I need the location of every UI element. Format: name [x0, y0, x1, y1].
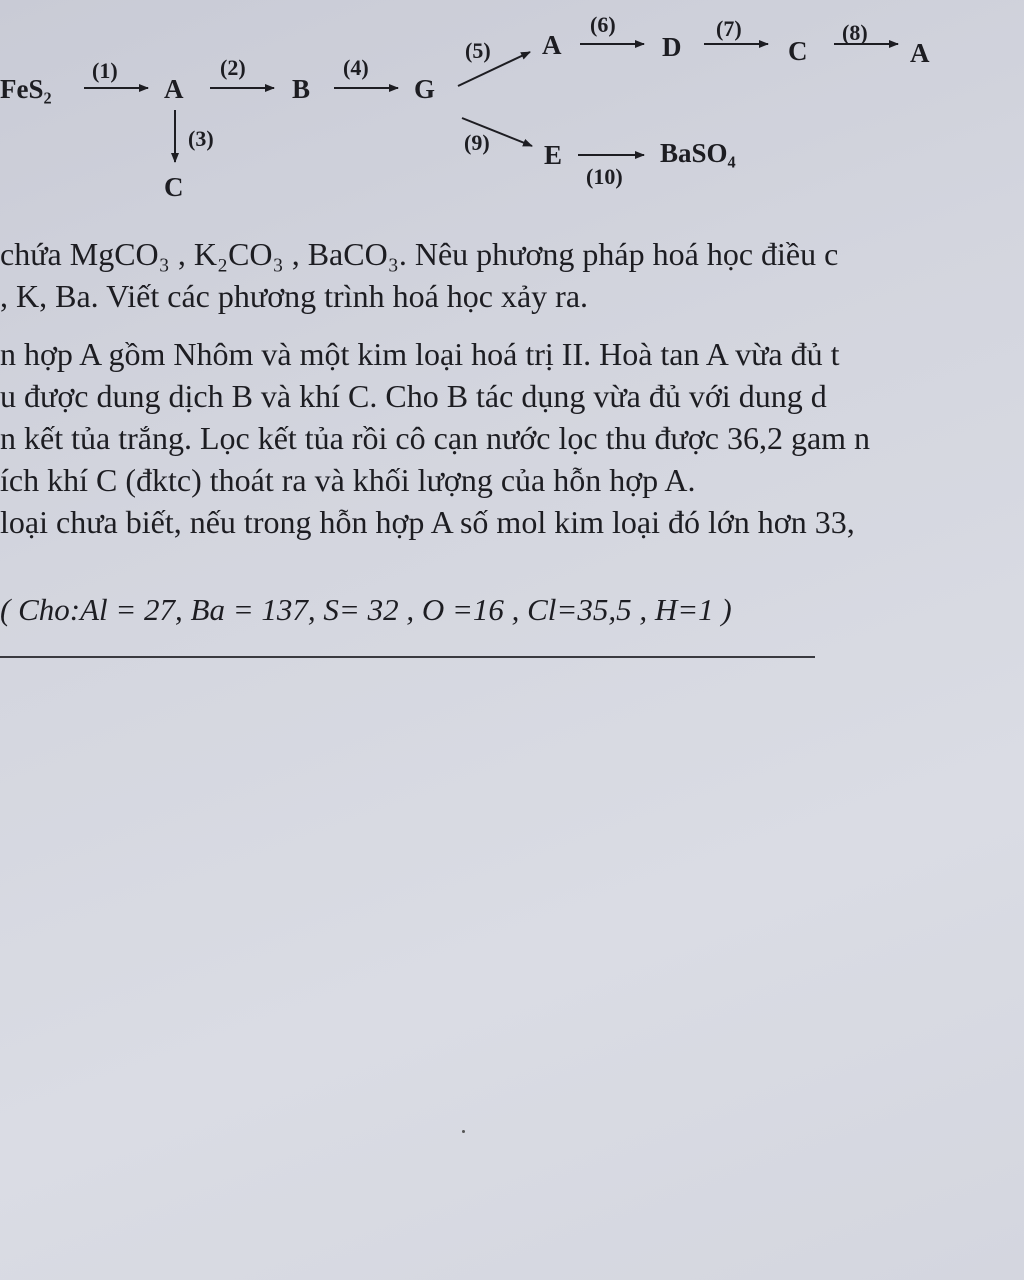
- step-label-5: (5): [465, 38, 491, 63]
- step-label-1: (1): [92, 58, 118, 83]
- node-fes2: FeS₂: [0, 74, 52, 104]
- step-label-3: (3): [188, 126, 214, 151]
- step-label-8: (8): [842, 20, 868, 45]
- text-line-7: loại chưa biết, nếu trong hỗn hợp A số mol kim loại đó lớn hơn 33,: [0, 504, 855, 540]
- text-line-1: chứa MgCO₃ , K₂CO₃ , BaCO₃. Nêu phương pháp hoá học điều c: [0, 236, 839, 272]
- node-g: G: [414, 74, 436, 104]
- text-line-6: ích khí C (đktc) thoát ra và khối lượng của hỗn hợp A.: [0, 462, 696, 498]
- step-label-2: (2): [220, 55, 246, 80]
- step-label-7: (7): [716, 16, 742, 41]
- atomic-mass-note: ( Cho:Al = 27, Ba = 137, S= 32 , O =16 , Cl=35,5 , H=1 ): [0, 592, 732, 627]
- node-baso4: BaSO₄: [660, 138, 736, 168]
- step-label-9: (9): [464, 130, 490, 155]
- step-label-10: (10): [586, 164, 623, 189]
- divider-line: [0, 656, 815, 658]
- paper-speck: [462, 1130, 465, 1133]
- node-e: E: [544, 140, 563, 170]
- step-label-4: (4): [343, 55, 369, 80]
- node-c-top: C: [788, 36, 808, 66]
- node-a: A: [164, 74, 184, 104]
- text-line-4: u được dung dịch B và khí C. Cho B tác dụng vừa đủ với dung d: [0, 378, 827, 414]
- node-a-end: A: [910, 38, 930, 68]
- node-d: D: [662, 32, 682, 62]
- step-label-6: (6): [590, 12, 616, 37]
- reaction-arrows: [0, 0, 1024, 220]
- text-line-5: n kết tủa trắng. Lọc kết tủa rồi cô cạn nước lọc thu được 36,2 gam n: [0, 420, 871, 456]
- text-line-2: , K, Ba. Viết các phương trình hoá học xảy ra.: [0, 278, 589, 314]
- text-line-3: n hợp A gồm Nhôm và một kim loại hoá trị II. Hoà tan A vừa đủ t: [0, 336, 840, 372]
- node-b: B: [292, 74, 311, 104]
- node-a-top: A: [542, 30, 562, 60]
- node-c-down: C: [164, 172, 184, 202]
